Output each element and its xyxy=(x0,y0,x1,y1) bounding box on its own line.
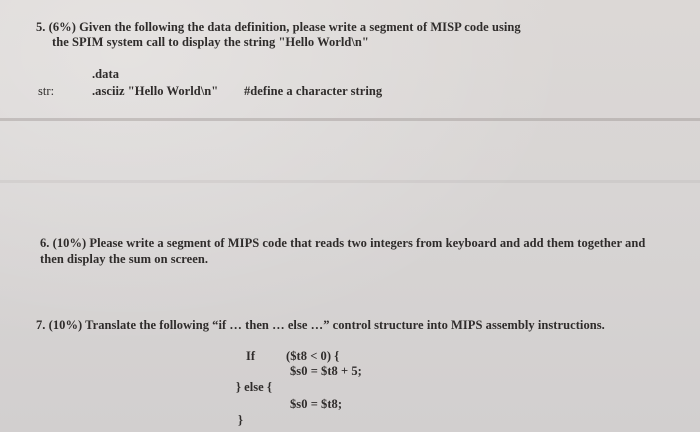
q7-line-1: 7. (10%) Translate the following “if … then … else …” control structure into MIPS assembly instructions. xyxy=(36,318,605,332)
q5-asciiz-line: .asciiz "Hello World\n" xyxy=(92,84,219,98)
page-divider xyxy=(0,180,700,183)
q7-else-statement: $s0 = $t8; xyxy=(290,397,343,411)
q5-line-1: 5. (6%) Given the following the data definition, please write a segment of MISP code using xyxy=(36,20,521,34)
q7-if-keyword: If xyxy=(246,349,256,363)
q7-condition: ($t8 < 0) { xyxy=(286,349,340,363)
q6-line-2: then display the sum on screen. xyxy=(40,252,209,266)
q7-closing-brace: } xyxy=(238,413,243,427)
q5-comment: #define a character string xyxy=(244,84,383,98)
page-divider xyxy=(0,118,700,121)
q7-else-line: } else { xyxy=(236,380,272,394)
q6-line-1: 6. (10%) Please write a segment of MIPS code that reads two integers from keyboard and add them together and xyxy=(40,236,646,250)
q5-data-directive: .data xyxy=(92,67,119,81)
q5-str-label: str: xyxy=(38,84,55,98)
q5-line-2: the SPIM system call to display the string "Hello World\n" xyxy=(52,35,369,49)
q7-then-statement: $s0 = $t8 + 5; xyxy=(290,364,362,378)
